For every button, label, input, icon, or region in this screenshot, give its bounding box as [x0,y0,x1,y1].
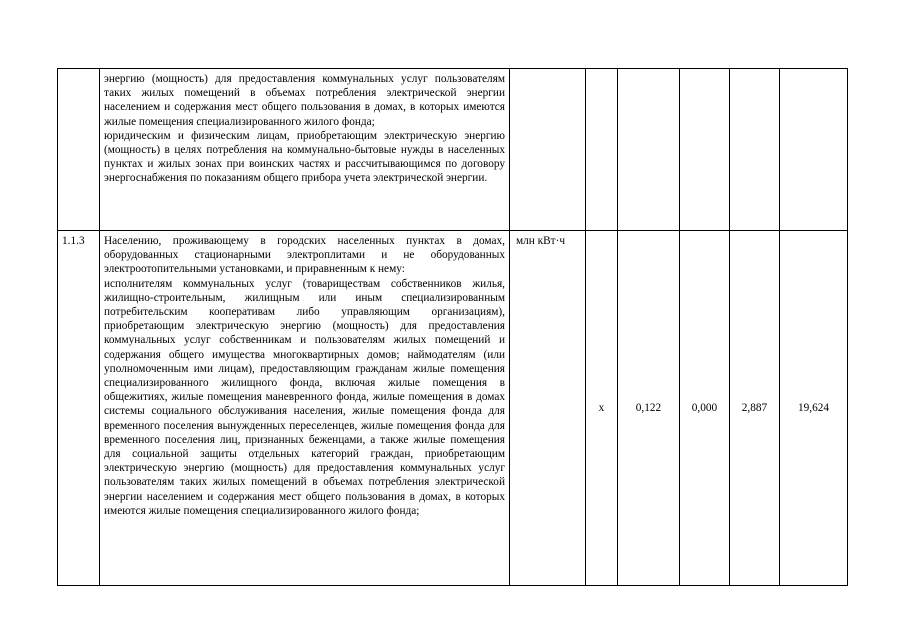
row-value-1: х [586,231,618,586]
row-description [100,69,510,231]
row-value-1 [586,69,618,231]
row-value-2 [618,69,680,231]
row-value-3: 0,000 [680,231,730,586]
row-unit [510,69,586,231]
row-value-4: 2,887 [730,231,780,586]
row-value-5 [780,69,848,231]
paragraph: исполнителям коммунальных услуг (товариществам собственников жилья, жилищно-строительным, жилищным или иным специализированным потребительским кооперативам либо управляющим организациям), приобретающим электрическую энергию (мощность) для предоставления коммунальных услуг собственникам и пользователям жилых помещений и содержания общего имущества многоквартирных домов; наймодателям (или уполномоченным ими лицам), предоставляющим гражданам жилые помещения специализированного жилищного фонда, включая жилые помещения в общежитиях, жилые помещения маневренного фонда, жилые помещения в домах системы социального обслуживания населения, жилые помещения фонда для временного поселения вынужденных переселенцев, жилые помещения фонда для временного поселения лиц, признанных беженцами, а также жилые помещения для социальной защиты отдельных категорий граждан, приобретающим электрическую энергию (мощность) для предоставления коммунальных услуг пользователям таких жилых помещений в объемах потребления электрической энергии населением и содержания мест общего пользования в домах, в которых имеются жилые помещения специализированного жилого фонда; [104,277,505,517]
row-number: 1.1.3 [58,231,100,586]
row-unit: млн кВт·ч [510,231,586,586]
tariff-table [57,68,848,586]
paragraph: энергию (мощность) для предоставления коммунальных услуг пользователям таких жилых помещений в объемах потребления электрической энергии населением и содержания мест общего пользования в домах, в которых имеются жилые помещения специализированного жилого фонда; [104,73,505,128]
row-description [100,231,510,586]
row-value-3 [680,69,730,231]
table-row [58,69,848,231]
paragraph: юридическим и физическим лицам, приобретающим электрическую энергию (мощность) в целях потребления на коммунально-бытовые нужды в населенных пунктах и жилых зонах при воинских частях и рассчитывающимся по договору энергоснабжения по показаниям общего прибора учета электрической энергии. [104,129,505,185]
row-value-4 [730,69,780,231]
row-value-2: 0,122 [618,231,680,586]
row-number [58,69,100,231]
row-value-5: 19,624 [780,231,848,586]
paragraph: Населению, проживающему в городских населенных пунктах в домах, оборудованных стационарными электроплитами и не оборудованных электроотопительными установками, и приравненным к нему: [104,235,505,276]
table-row [58,231,848,586]
